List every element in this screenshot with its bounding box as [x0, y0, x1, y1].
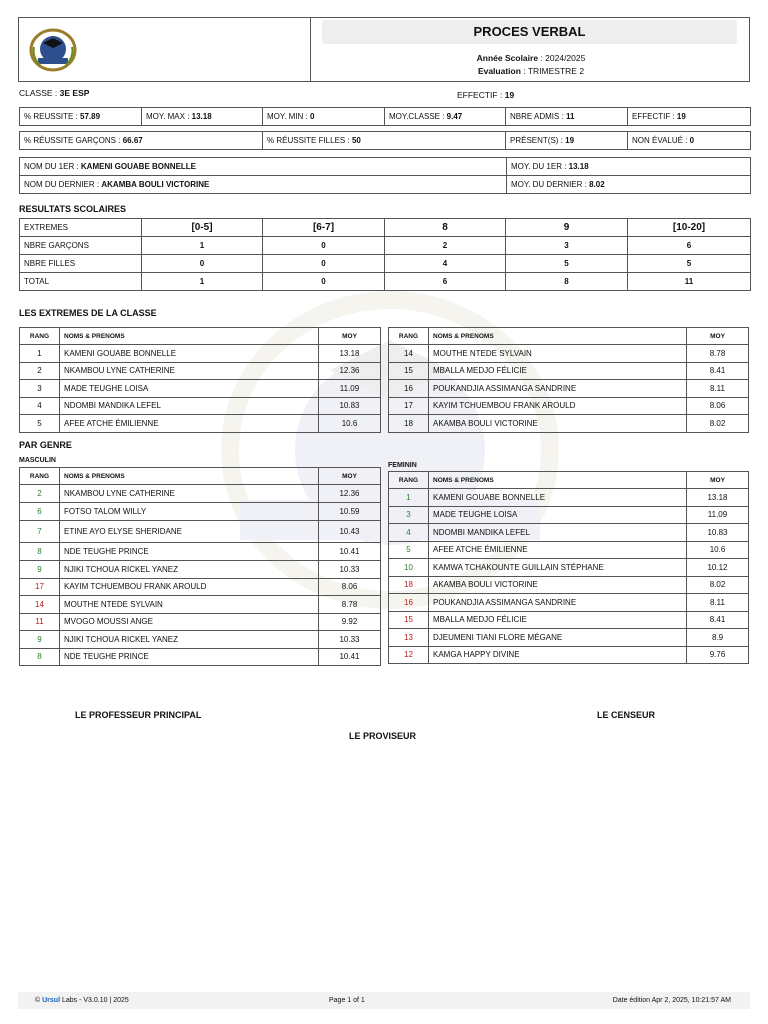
page-title: PROCES VERBAL	[322, 20, 737, 44]
moy-cell: 8.78	[687, 345, 749, 363]
name-cell: NDE TEUGHE PRINCE	[60, 543, 319, 561]
name-cell: MADE TEUGHE LOISA	[60, 380, 319, 398]
effectif-line	[457, 90, 514, 100]
rank-cell: 17	[20, 578, 60, 596]
resultats-header-cell: [10-20]	[628, 219, 751, 237]
resultats-value-cell: 0	[142, 255, 263, 273]
rank-cell: 13	[389, 629, 429, 647]
moy-classe-cell: MOY.CLASSE : 9.47	[385, 108, 506, 126]
table-row	[389, 489, 749, 507]
masculin-label: MASCULIN	[19, 457, 56, 464]
rank-header-cell: NOMS & PRENOMS	[429, 328, 687, 345]
rank-header-cell: RANG	[389, 472, 429, 489]
moy-cell: 12.36	[319, 362, 381, 380]
table-row	[20, 503, 381, 521]
footer-brand: Ursul	[42, 997, 61, 1004]
resultats-row-label: TOTAL	[20, 273, 142, 291]
name-cell: NKAMBOU LYNE CATHERINE	[60, 362, 319, 380]
rank-cell: 8	[20, 648, 60, 666]
rank-header-cell: NOMS & PRENOMS	[60, 328, 319, 345]
resultats-header-row	[20, 219, 751, 237]
name-cell: DJEUMENI TIANI FLORE MÉGANE	[429, 629, 687, 647]
moy-cell: 8.11	[687, 380, 749, 398]
extremes-top-table	[19, 327, 381, 433]
genre-title: PAR GENRE	[19, 440, 72, 450]
document-header	[18, 17, 750, 82]
rank-cell: 5	[389, 541, 429, 559]
rank-cell: 14	[20, 596, 60, 614]
moy-cell: 10.59	[319, 503, 381, 521]
rank-cell: 15	[389, 362, 429, 380]
moy-cell: 8.02	[687, 576, 749, 594]
sig-proviseur: LE PROVISEUR	[349, 731, 417, 741]
rank-cell: 2	[20, 485, 60, 503]
name-cell: MOUTHE NTEDE SYLVAIN	[60, 596, 319, 614]
name-cell: FOTSO TALOM WILLY	[60, 503, 319, 521]
moy-cell: 8.41	[687, 362, 749, 380]
resultats-value-cell: 1	[142, 273, 263, 291]
rank-header-row	[389, 472, 749, 489]
table-row	[20, 543, 381, 561]
table-row	[389, 611, 749, 629]
moy-cell: 11.09	[687, 506, 749, 524]
resultats-title: RESULTATS SCOLAIRES	[19, 204, 127, 214]
name-cell: NDOMBI MANDIKA LEFEL	[60, 397, 319, 415]
effectif-label: EFFECTIF :	[457, 90, 503, 100]
presents-cell: PRÉSENT(S) : 19	[506, 132, 628, 150]
resultats-value-cell: 8	[506, 273, 628, 291]
rank-cell: 18	[389, 576, 429, 594]
moy-cell: 8.11	[687, 594, 749, 612]
moy-cell: 11.09	[319, 380, 381, 398]
moy-cell: 10.6	[319, 415, 381, 433]
name-cell: KAMENI GOUABE BONNELLE	[429, 489, 687, 507]
name-cell: NJIKI TCHOUA RICKEL YANEZ	[60, 561, 319, 579]
resultats-header-cell: EXTREMES	[20, 219, 142, 237]
resultats-header-cell: 9	[506, 219, 628, 237]
resultats-header-cell: 8	[385, 219, 506, 237]
moy-min-cell: MOY. MIN : 0	[263, 108, 385, 126]
rank-header-row	[389, 328, 749, 345]
moy-cell: 10.33	[319, 561, 381, 579]
moy-cell: 10.41	[319, 543, 381, 561]
resultats-value-cell: 5	[628, 255, 751, 273]
name-cell: KAMWA TCHAKOUNTE GUILLAIN STÉPHANE	[429, 559, 687, 577]
table-row	[389, 594, 749, 612]
table-row	[389, 541, 749, 559]
name-cell: POUKANDJIA ASSIMANGA SANDRINE	[429, 594, 687, 612]
rank-header-cell: RANG	[389, 328, 429, 345]
moy-cell: 10.41	[319, 648, 381, 666]
footer-copyright: © Ursul Labs - V3.0.10 | 2025	[35, 997, 129, 1004]
rank-cell: 17	[389, 397, 429, 415]
rank-cell: 3	[20, 380, 60, 398]
rank-cell: 7	[20, 521, 60, 543]
name-cell: MBALLA MEDJO FÉLICIE	[429, 362, 687, 380]
resultats-row-label: NBRE FILLES	[20, 255, 142, 273]
table-row	[389, 646, 749, 664]
eval-label: Evaluation	[477, 66, 521, 76]
rank-cell: 8	[20, 543, 60, 561]
rank-cell: 1	[389, 489, 429, 507]
resultats-value-cell: 2	[385, 237, 506, 255]
logo-cell	[19, 18, 311, 81]
table-row	[389, 506, 749, 524]
first-name-cell: NOM DU 1ER : KAMENI GOUABE BONNELLE	[20, 158, 507, 176]
resultats-value-cell: 4	[385, 255, 506, 273]
resultats-header-cell: [6-7]	[263, 219, 385, 237]
resultats-row-label: NBRE GARÇONS	[20, 237, 142, 255]
table-row	[20, 613, 381, 631]
resultats-value-cell: 6	[385, 273, 506, 291]
resultats-value-cell: 1	[142, 237, 263, 255]
extremes-title: LES EXTREMES DE LA CLASSE	[19, 308, 157, 318]
rank-header-row	[20, 328, 381, 345]
stats-table-1	[19, 107, 751, 126]
page-footer	[18, 992, 750, 1009]
effectif-value: 19	[504, 90, 515, 100]
resultats-row	[20, 273, 751, 291]
table-row	[20, 397, 381, 415]
name-cell: AFEE ATCHE ÉMILIENNE	[60, 415, 319, 433]
table-row	[389, 362, 749, 380]
rank-cell: 5	[20, 415, 60, 433]
name-cell: MOUTHE NTEDE SYLVAIN	[429, 345, 687, 363]
classe-value: 3E ESP	[59, 88, 90, 98]
rank-cell: 4	[389, 524, 429, 542]
name-cell: NDE TEUGHE PRINCE	[60, 648, 319, 666]
rank-header-cell: MOY	[319, 468, 381, 485]
resultats-value-cell: 0	[263, 237, 385, 255]
rank-cell: 11	[20, 613, 60, 631]
last-name-cell: NOM DU DERNIER : AKAMBA BOULI VICTORINE	[20, 176, 507, 194]
name-cell: ETINE AYO ELYSE SHERIDANE	[60, 521, 319, 543]
resultats-row	[20, 237, 751, 255]
name-cell: AKAMBA BOULI VICTORINE	[429, 576, 687, 594]
name-cell: MVOGO MOUSSI ANGE	[60, 613, 319, 631]
table-row	[389, 345, 749, 363]
reussite-garcons-cell: % RÉUSSITE GARÇONS : 66.67	[20, 132, 263, 150]
feminin-label: FEMININ	[388, 462, 417, 469]
classe-label: CLASSE :	[19, 88, 58, 98]
masculin-table	[19, 467, 381, 666]
moy-cell: 12.36	[319, 485, 381, 503]
name-cell: MADE TEUGHE LOISA	[429, 506, 687, 524]
table-row	[389, 397, 749, 415]
rank-header-cell: RANG	[20, 328, 60, 345]
resultats-value-cell: 5	[506, 255, 628, 273]
table-row	[20, 578, 381, 596]
year-label: Année Scolaire	[476, 53, 539, 63]
rank-cell: 6	[20, 503, 60, 521]
rank-header-row	[20, 468, 381, 485]
rank-cell: 9	[20, 561, 60, 579]
rank-cell: 16	[389, 380, 429, 398]
first-moy-cell: MOY. DU 1ER : 13.18	[507, 158, 751, 176]
table-row	[389, 576, 749, 594]
admis-cell: NBRE ADMIS : 11	[506, 108, 628, 126]
name-cell: KAYIM TCHUEMBOU FRANK AROULD	[429, 397, 687, 415]
moy-cell: 8.41	[687, 611, 749, 629]
name-cell: MBALLA MEDJO FÉLICIE	[429, 611, 687, 629]
reussite-cell: % REUSSITE : 57.89	[20, 108, 142, 126]
sig-censeur: LE CENSEUR	[597, 710, 656, 720]
year-value: 2024/2025	[545, 53, 586, 63]
stats-table-2	[19, 131, 751, 150]
name-cell: AFEE ATCHE ÉMILIENNE	[429, 541, 687, 559]
rank-cell: 10	[389, 559, 429, 577]
moy-cell: 8.06	[319, 578, 381, 596]
rank-cell: 18	[389, 415, 429, 433]
moy-cell: 10.6	[687, 541, 749, 559]
rank-header-cell: NOMS & PRENOMS	[429, 472, 687, 489]
table-row	[389, 524, 749, 542]
resultats-header-cell: [0-5]	[142, 219, 263, 237]
table-row	[20, 631, 381, 649]
rank-header-cell: NOMS & PRENOMS	[60, 468, 319, 485]
moy-cell: 9.92	[319, 613, 381, 631]
rank-cell: 15	[389, 611, 429, 629]
footer-page: Page 1 of 1	[329, 997, 365, 1004]
table-row	[20, 362, 381, 380]
moy-cell: 8.02	[687, 415, 749, 433]
resultats-table	[19, 218, 751, 291]
last-moy-cell: MOY. DU DERNIER : 8.02	[507, 176, 751, 194]
table-row	[20, 648, 381, 666]
rank-header-cell: RANG	[20, 468, 60, 485]
rank-cell: 3	[389, 506, 429, 524]
name-cell: NJIKI TCHOUA RICKEL YANEZ	[60, 631, 319, 649]
moy-cell: 13.18	[687, 489, 749, 507]
feminin-table	[388, 471, 749, 664]
table-row	[20, 380, 381, 398]
eval-value: TRIMESTRE 2	[527, 66, 585, 76]
resultats-value-cell: 3	[506, 237, 628, 255]
moy-cell: 13.18	[319, 345, 381, 363]
rank-cell: 4	[20, 397, 60, 415]
resultats-value-cell: 11	[628, 273, 751, 291]
moy-cell: 8.06	[687, 397, 749, 415]
resultats-value-cell: 0	[263, 255, 385, 273]
name-cell: KAYIM TCHUEMBOU FRANK AROULD	[60, 578, 319, 596]
moy-cell: 10.43	[319, 521, 381, 543]
moy-cell: 10.83	[319, 397, 381, 415]
footer-date: Date édition Apr 2, 2025, 10:21:57 AM	[612, 997, 731, 1004]
school-year-info: Année Scolaire : 2024/2025 Evaluation : TRIMESTRE 2	[476, 53, 586, 76]
table-row	[20, 596, 381, 614]
table-row	[20, 345, 381, 363]
rank-header-cell: MOY	[687, 472, 749, 489]
name-cell: NDOMBI MANDIKA LEFEL	[429, 524, 687, 542]
moy-cell: 8.9	[687, 629, 749, 647]
resultats-value-cell: 0	[263, 273, 385, 291]
moy-cell: 10.33	[319, 631, 381, 649]
table-row	[20, 521, 381, 543]
table-row	[389, 415, 749, 433]
school-logo	[28, 27, 78, 73]
reussite-filles-cell: % RÉUSSITE FILLES : 50	[263, 132, 506, 150]
table-row	[389, 559, 749, 577]
name-cell: KAMGA HAPPY DIVINE	[429, 646, 687, 664]
moy-cell: 10.83	[687, 524, 749, 542]
resultats-value-cell: 6	[628, 237, 751, 255]
table-row	[20, 415, 381, 433]
moy-cell: 8.78	[319, 596, 381, 614]
sig-prof-principal: LE PROFESSEUR PRINCIPAL	[75, 710, 202, 720]
rank-cell: 14	[389, 345, 429, 363]
moy-max-cell: MOY. MAX : 13.18	[142, 108, 263, 126]
first-last-table	[19, 157, 751, 194]
table-row	[20, 485, 381, 503]
rank-cell: 9	[20, 631, 60, 649]
moy-cell: 9.76	[687, 646, 749, 664]
extremes-bottom-table	[388, 327, 749, 433]
rank-cell: 1	[20, 345, 60, 363]
rank-cell: 2	[20, 362, 60, 380]
name-cell: KAMENI GOUABE BONNELLE	[60, 345, 319, 363]
non-evalue-cell: NON ÉVALUÉ : 0	[628, 132, 751, 150]
table-row	[389, 380, 749, 398]
rank-header-cell: MOY	[687, 328, 749, 345]
rank-cell: 16	[389, 594, 429, 612]
name-cell: POUKANDJIA ASSIMANGA SANDRINE	[429, 380, 687, 398]
table-row	[389, 629, 749, 647]
class-line	[19, 88, 89, 98]
rank-cell: 12	[389, 646, 429, 664]
moy-cell: 10.12	[687, 559, 749, 577]
effectif-cell: EFFECTIF : 19	[628, 108, 751, 126]
table-row	[20, 561, 381, 579]
name-cell: AKAMBA BOULI VICTORINE	[429, 415, 687, 433]
rank-header-cell: MOY	[319, 328, 381, 345]
resultats-row	[20, 255, 751, 273]
name-cell: NKAMBOU LYNE CATHERINE	[60, 485, 319, 503]
